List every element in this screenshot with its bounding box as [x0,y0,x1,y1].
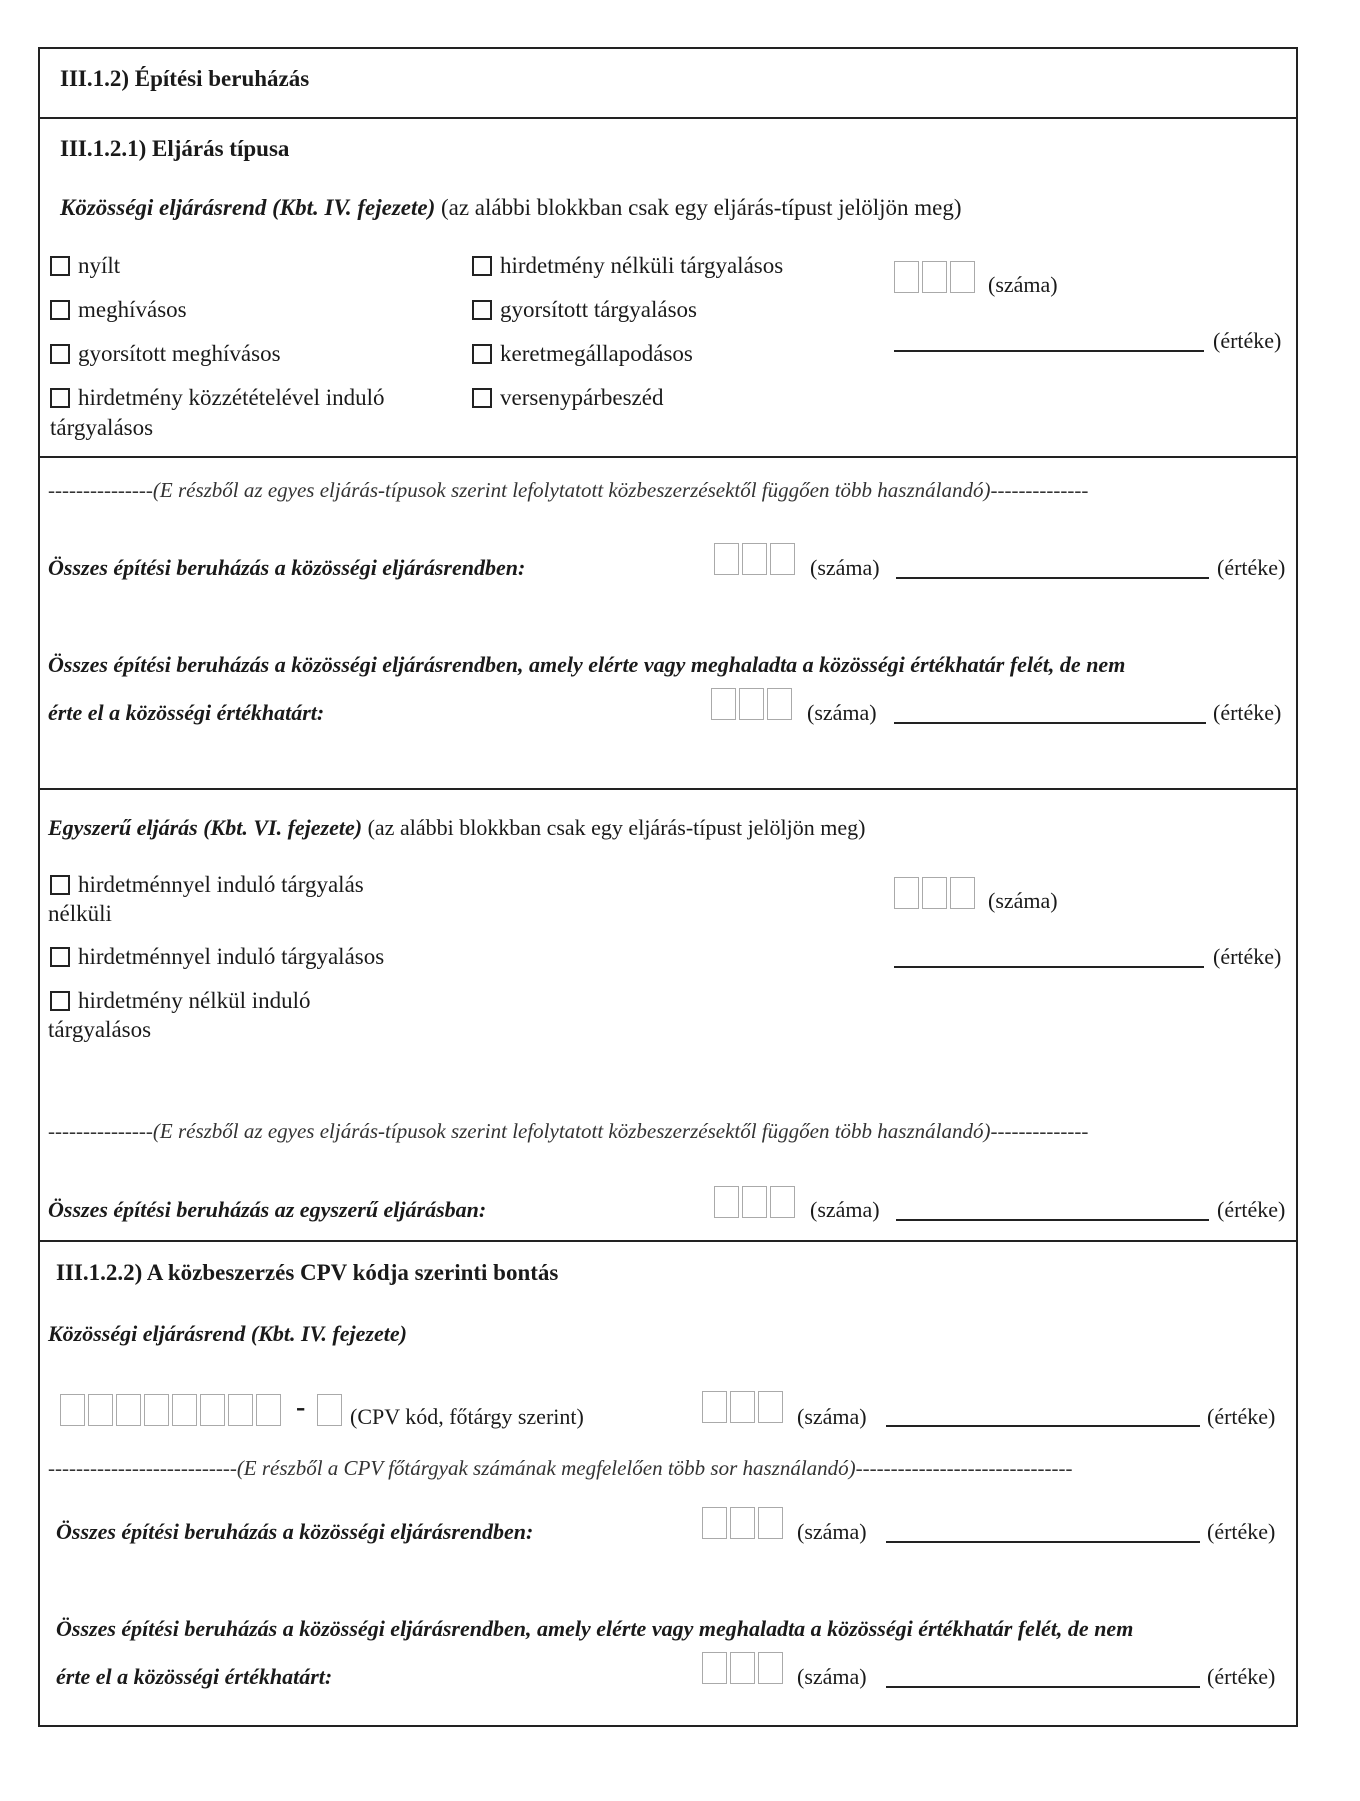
checkbox[interactable] [50,947,70,967]
option-label-continued: tárgyalásos [50,415,154,440]
option-hirdetmeny-nelkul-indulo[interactable] [50,988,311,1014]
kozossegi-heading-bold: Közösségi eljárásrend (Kbt. IV. fejezete) [60,195,436,220]
divider [38,456,1298,458]
option-label: hirdetménnyel induló tárgyalásos [78,944,385,969]
szama-label: (száma) [810,1197,880,1222]
szama-grid[interactable] [702,1507,786,1539]
kozossegi-heading-note: (az alábbi blokkban csak egy eljárás-típust jelöljön meg) [440,195,962,220]
erteke-line[interactable] [886,1541,1200,1543]
szama-label: (száma) [797,1664,867,1689]
cpv-osszes-kozossegi-label: Összes építési beruházás a közösségi eljárásrendben: [56,1519,534,1544]
divider [38,117,1298,119]
divider [38,1240,1298,1242]
option-hirdetmeny-kozzetetelevel[interactable] [50,385,385,411]
erteke-label: (értéke) [1217,1197,1286,1222]
szama-label: (száma) [810,555,880,580]
subsection-title: III.1.2.2) A közbeszerzés CPV kódja szerinti bontás [56,1260,559,1285]
option-hirdetmennyel-indulo-targyalas-nelkuli[interactable] [50,872,364,898]
option-versenyparbeszed[interactable] [472,385,663,411]
szama-grid[interactable] [714,1186,798,1218]
erteke-line[interactable] [886,1425,1200,1427]
option-keretmegallapodasos[interactable] [472,341,693,367]
checkbox[interactable] [472,344,492,364]
cpv-kozossegi-heading: Közösségi eljárásrend (Kbt. IV. fejezete) [48,1321,407,1346]
option-nyilt[interactable] [50,253,120,279]
osszes-ertekhatar-label-line2: érte el a közösségi értékhatárt: [48,700,325,725]
option-label: gyorsított meghívásos [78,341,281,366]
erteke-label: (értéke) [1213,328,1282,353]
kozossegi-heading [60,195,962,221]
szama-grid[interactable] [702,1652,786,1684]
option-label: gyorsított tárgyalásos [500,297,697,322]
cpv-osszes-ertekhatar-label-line1: Összes építési beruházás a közösségi eljárásrendben, amely elérte vagy meghaladta a közösségi értékhatár felét, de nem [56,1616,1134,1641]
cpv-label: (CPV kód, főtárgy szerint) [350,1404,584,1429]
option-label: nyílt [78,253,121,278]
erteke-line[interactable] [896,1219,1209,1221]
szama-label: (száma) [988,888,1058,913]
szama-grid[interactable] [711,688,795,720]
checkbox[interactable] [472,388,492,408]
checkbox[interactable] [50,991,70,1011]
section-title: III.1.2) Építési beruházás [60,66,310,91]
cpv-code-grid[interactable] [60,1394,284,1426]
szama-label: (száma) [807,700,877,725]
checkbox[interactable] [472,300,492,320]
option-label: hirdetmény nélkül induló [78,988,311,1013]
egyszeru-heading-bold: Egyszerű eljárás (Kbt. VI. fejezete) [48,815,363,840]
egyszeru-heading [48,815,865,841]
erteke-label: (értéke) [1217,555,1286,580]
option-label: versenypárbeszéd [500,385,664,410]
option-label-continued: tárgyalásos [48,1017,152,1042]
erteke-label: (értéke) [1207,1404,1276,1429]
option-label-continued: nélküli [48,901,112,926]
szama-grid[interactable] [894,261,978,293]
dashed-note: ---------------(E részből az egyes eljárás-típusok szerint lefolytatott közbeszerzésektől függően több használandó)-------------- [48,1119,1089,1143]
divider [38,788,1298,790]
option-gyorsitott-meghivasos[interactable] [50,341,281,367]
szama-label: (száma) [797,1519,867,1544]
cpv-dash: - [296,1392,306,1423]
erteke-label: (értéke) [1207,1664,1276,1689]
checkbox[interactable] [472,256,492,276]
cpv-check-grid[interactable] [317,1394,345,1426]
egyszeru-heading-note: (az alábbi blokkban csak egy eljárás-típust jelöljön meg) [367,815,866,840]
option-hirdetmeny-nelkuli-targyalasos[interactable] [472,253,783,279]
erteke-label: (értéke) [1207,1519,1276,1544]
erteke-label: (értéke) [1213,944,1282,969]
erteke-label: (értéke) [1213,700,1282,725]
erteke-line[interactable] [896,577,1209,579]
option-label: hirdetménnyel induló tárgyalás [78,872,364,897]
erteke-line[interactable] [894,966,1204,968]
dashed-note: ---------------------------(E részből a CPV főtárgyak számának megfelelően több sor használandó)------------------------------- [48,1456,1073,1480]
checkbox[interactable] [50,300,70,320]
checkbox[interactable] [50,256,70,276]
checkbox[interactable] [50,875,70,895]
option-label: keretmegállapodásos [500,341,693,366]
checkbox[interactable] [50,388,70,408]
option-label: hirdetmény közzétételével induló [78,385,385,410]
szama-label: (száma) [797,1404,867,1429]
erteke-line[interactable] [894,722,1206,724]
option-label: hirdetmény nélküli tárgyalásos [500,253,784,278]
osszes-ertekhatar-label-line1: Összes építési beruházás a közösségi eljárásrendben, amely elérte vagy meghaladta a közösségi értékhatár felét, de nem [48,652,1126,677]
szama-grid[interactable] [894,877,978,909]
erteke-line[interactable] [886,1686,1200,1688]
option-hirdetmennyel-indulo-targyalasos[interactable] [50,944,384,970]
osszes-egyszeru-label: Összes építési beruházás az egyszerű eljárásban: [48,1197,487,1222]
option-label: meghívásos [78,297,187,322]
osszes-kozossegi-label: Összes építési beruházás a közösségi eljárásrendben: [48,555,526,580]
option-gyorsitott-targyalasos[interactable] [472,297,697,323]
erteke-line[interactable] [894,350,1204,352]
option-meghivasos[interactable] [50,297,187,323]
szama-label: (száma) [988,272,1058,297]
cpv-osszes-ertekhatar-label-line2: érte el a közösségi értékhatárt: [56,1664,333,1689]
szama-grid[interactable] [714,543,798,575]
checkbox[interactable] [50,344,70,364]
dashed-note: ---------------(E részből az egyes eljárás-típusok szerint lefolytatott közbeszerzésektől függően több használandó)-------------- [48,478,1089,502]
szama-grid[interactable] [702,1391,786,1423]
subsection-title: III.1.2.1) Eljárás típusa [60,136,290,161]
